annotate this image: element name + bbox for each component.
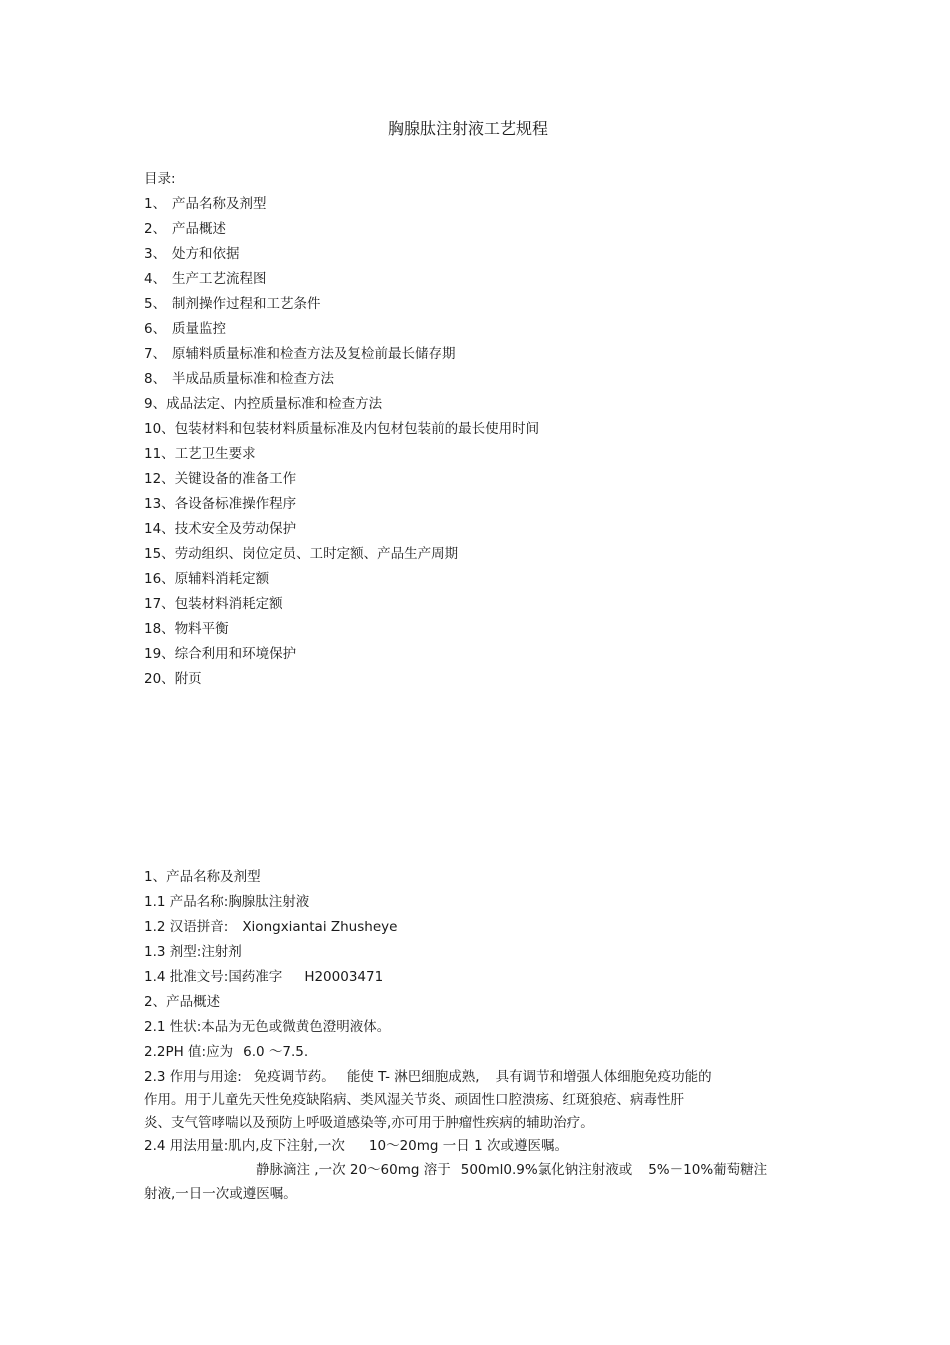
dosage-form-label: 1.3 剂型: — [144, 944, 202, 960]
ph-label: 2.2PH 值:应为 — [144, 1044, 234, 1060]
toc-item — [144, 295, 539, 320]
pinyin-line — [144, 918, 814, 943]
toc-item-number: 14、 — [144, 521, 175, 537]
toc-item-number: 11、 — [144, 446, 175, 462]
action-part-a: 免疫调节药。 — [253, 1069, 335, 1085]
action-line-3: 炎、支气管哮喘以及预防上呼吸道感染等,亦可用于肿瘤性疾病的辅助治疗。 — [144, 1115, 594, 1131]
iv-line-2: 射液,一日一次或遵医嘱。 — [144, 1186, 297, 1202]
toc-item-number: 10、 — [144, 421, 175, 437]
usage-dose: 10～20mg 一日 1 次或遵医嘱。 — [368, 1138, 568, 1154]
toc-item-number: 1、 — [144, 196, 167, 212]
action-line-1 — [144, 1068, 814, 1091]
toc-item — [144, 520, 539, 545]
toc-item — [144, 370, 539, 395]
toc-item — [144, 195, 539, 220]
toc-item-text: 包装材料消耗定额 — [174, 596, 283, 612]
toc-item-text: 处方和依据 — [172, 246, 240, 262]
toc-item-number: 9、 — [144, 396, 167, 412]
product-name-label: 1.1 产品名称: — [144, 894, 229, 910]
pinyin-label: 1.2 汉语拼音: — [144, 919, 229, 935]
toc-item-number: 8、 — [144, 371, 167, 387]
toc-item — [144, 320, 539, 345]
action-label: 2.3 作用与用途: — [144, 1069, 242, 1085]
approval-value: 国药准字 — [228, 969, 283, 985]
toc-item-number: 16、 — [144, 571, 175, 587]
toc-item-text: 物料平衡 — [174, 621, 229, 637]
toc-item-text: 劳动组织、岗位定员、工时定额、产品生产周期 — [174, 546, 459, 562]
toc-item-text: 各设备标准操作程序 — [174, 496, 297, 512]
toc-item — [144, 595, 539, 620]
toc-item-number: 18、 — [144, 621, 175, 637]
product-name-value: 胸腺肽注射液 — [228, 894, 310, 910]
toc-item-number: 5、 — [144, 296, 167, 312]
toc-item-number: 4、 — [144, 271, 167, 287]
document-body — [144, 868, 814, 1209]
approval-label: 1.4 批准文号: — [144, 969, 229, 985]
toc-item — [144, 570, 539, 595]
toc-item — [144, 395, 539, 420]
toc-item-text: 工艺卫生要求 — [174, 446, 256, 462]
toc-item — [144, 470, 539, 495]
iv-part-c: 5%－10%葡萄糖注 — [648, 1162, 768, 1178]
approval-code: H20003471 — [304, 969, 384, 985]
dosage-form-line — [144, 943, 814, 968]
toc-item-text: 原辅料消耗定额 — [174, 571, 270, 587]
toc-item-text: 原辅料质量标准和检查方法及复检前最长储存期 — [172, 346, 456, 362]
appearance-line: 2.1 性状:本品为无色或微黄色澄明液体。 — [144, 1019, 391, 1035]
toc-item-text: 半成品质量标准和检查方法 — [172, 371, 334, 387]
toc-item-number: 2、 — [144, 221, 167, 237]
toc-item-text: 质量监控 — [172, 321, 226, 337]
toc-item — [144, 670, 539, 695]
pinyin-value: Xiongxiantai Zhusheye — [242, 919, 398, 935]
table-of-contents — [144, 195, 539, 695]
ph-line — [144, 1043, 814, 1068]
toc-item-text: 生产工艺流程图 — [172, 271, 267, 287]
dosage-form-value: 注射剂 — [201, 944, 242, 960]
section-2-heading: 2、产品概述 — [144, 994, 221, 1010]
toc-item-text: 关键设备的准备工作 — [174, 471, 297, 487]
toc-item-number: 15、 — [144, 546, 175, 562]
toc-item — [144, 245, 539, 270]
toc-item-number: 12、 — [144, 471, 175, 487]
toc-item-text: 技术安全及劳动保护 — [174, 521, 297, 537]
toc-item-number: 3、 — [144, 246, 167, 262]
toc-item-text: 产品名称及剂型 — [172, 196, 267, 212]
toc-item-number: 7、 — [144, 346, 167, 362]
toc-item-number: 20、 — [144, 671, 175, 687]
toc-item-text: 成品法定、内控质量标准和检查方法 — [166, 396, 383, 412]
section-1-heading: 1、产品名称及剂型 — [144, 869, 261, 885]
toc-item — [144, 620, 539, 645]
iv-part-b: 500ml0.9%氯化钠注射液或 — [460, 1162, 633, 1178]
action-part-c: 具有调节和增强人体细胞免疫功能的 — [495, 1069, 712, 1085]
toc-item-number: 19、 — [144, 646, 175, 662]
ph-value: 6.0 ～7.5. — [243, 1044, 309, 1060]
document-title: 胸腺肽注射液工艺规程 — [387, 119, 548, 138]
toc-item-text: 包装材料和包装材料质量标准及内包材包装前的最长使用时间 — [174, 421, 540, 437]
toc-item — [144, 220, 539, 245]
toc-item — [144, 495, 539, 520]
approval-line — [144, 968, 814, 993]
toc-item — [144, 445, 539, 470]
toc-item — [144, 545, 539, 570]
toc-item — [144, 345, 539, 370]
toc-item-number: 17、 — [144, 596, 175, 612]
toc-item-text: 附页 — [174, 671, 202, 687]
toc-item — [144, 270, 539, 295]
action-line-2: 作用。用于儿童先天性免疫缺陷病、类风湿关节炎、顽固性口腔溃疡、红斑狼疮、病毒性肝 — [144, 1092, 684, 1108]
iv-part-a: 静脉滴注 ,一次 20～60mg 溶于 — [256, 1162, 451, 1178]
usage-label: 2.4 用法用量:肌内,皮下注射,一次 — [144, 1138, 345, 1154]
action-part-b: 能使 T- 淋巴细胞成熟, — [346, 1069, 480, 1085]
toc-item-text: 制剂操作过程和工艺条件 — [172, 296, 321, 312]
toc-heading: 目录: — [144, 171, 176, 187]
toc-item-number: 13、 — [144, 496, 175, 512]
iv-line-1 — [144, 1161, 814, 1185]
product-name-line — [144, 893, 814, 918]
toc-item-text: 综合利用和环境保护 — [174, 646, 297, 662]
toc-item — [144, 420, 539, 445]
toc-item-number: 6、 — [144, 321, 167, 337]
toc-item-text: 产品概述 — [172, 221, 226, 237]
usage-line — [144, 1137, 814, 1161]
toc-item — [144, 645, 539, 670]
